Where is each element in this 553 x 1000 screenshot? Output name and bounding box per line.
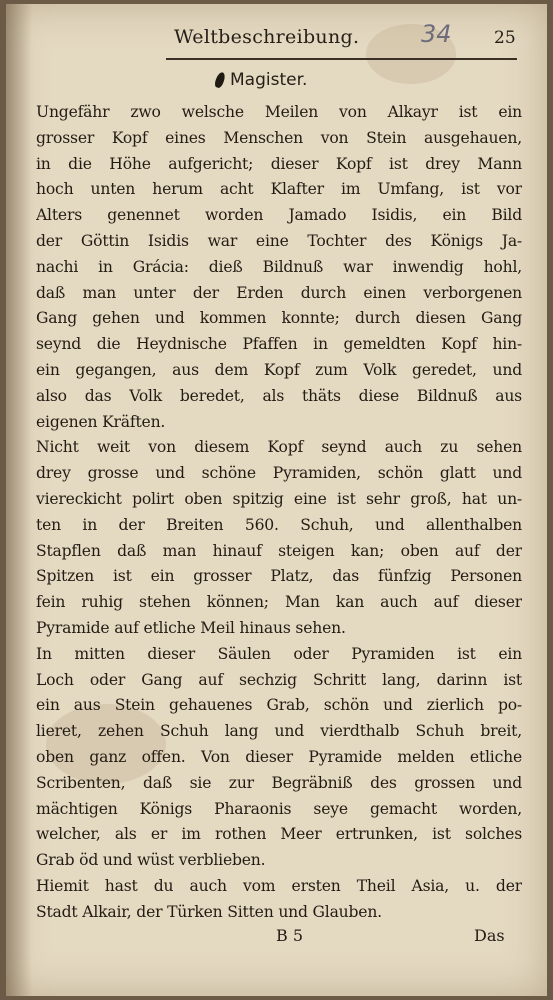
gutter-shadow: [6, 4, 32, 996]
signature-mark: B 5: [276, 926, 304, 945]
book-page: [6, 4, 547, 996]
text-line: mächtigen Königs Pharaonis seye gemacht worden,: [36, 799, 522, 818]
section-title-text: Magister.: [230, 70, 308, 90]
text-line: oben ganz offen. Von dieser Pyramide melden etliche: [36, 747, 522, 766]
text-line: Gang gehen und kommen konnte; durch diesen Gang: [36, 309, 522, 328]
text-line: also das Volk beredet, als thäts diese Bildnuß aus: [36, 386, 522, 405]
text-line: daß man unter der Erden durch einen verborgenen: [36, 283, 522, 302]
text-line: hoch unten herum acht Klafter im Umfang, ist vor: [36, 180, 522, 199]
text-line: welcher, als er im rothen Meer ertrunken, ist solches: [36, 825, 522, 844]
catchword: Das: [474, 926, 505, 945]
page-header: [6, 18, 547, 58]
text-line: seynd die Heydnische Pfaffen in gemeldten Kopf hin-: [36, 335, 522, 354]
text-line: Stapflen daß man hinauf steigen kan; oben auf der: [36, 541, 522, 560]
text-line: drey grosse und schöne Pyramiden, schön glatt und: [36, 464, 522, 483]
running-title: Weltbeschreibung.: [174, 26, 360, 48]
text-line: Scribenten, daß sie zur Begräbniß des grossen und: [36, 773, 522, 792]
text-line: Ungefähr zwo welsche Meilen von Alkayr ist ein: [36, 103, 522, 121]
body-text: [36, 100, 522, 926]
text-line: fein ruhig stehen können; Man kan auch auf dieser: [36, 593, 522, 612]
text-line: ten in der Breiten 560. Schuh, und allenthalben: [36, 515, 522, 534]
page-number: 25: [494, 28, 516, 48]
text-line: in die Höhe aufgericht; dieser Kopf ist drey Mann: [36, 154, 522, 173]
text-line: ein gegangen, aus dem Kopf zum Volk geredet, und: [36, 360, 522, 379]
text-line: Nicht weit von diesem Kopf seynd auch zu sehen: [36, 438, 522, 457]
handwritten-folio-mark: 34: [421, 20, 452, 48]
text-line: grosser Kopf eines Menschen von Stein ausgehauen,: [36, 128, 522, 147]
text-line: Hiemit hast du auch vom ersten Theil Asia, u. der: [36, 876, 522, 895]
text-line: Stadt Alkair, der Türken Sitten und Glauben.: [36, 902, 382, 921]
text-line: In mitten dieser Säulen oder Pyramiden ist ein: [36, 644, 522, 663]
text-line: Alters genennet worden Jamado Isidis, ein Bild: [36, 206, 522, 225]
text-line: Loch oder Gang auf sechzig Schritt lang, darinn ist: [36, 670, 522, 689]
text-line: ein aus Stein gehauenes Grab, schön und zierlich po-: [36, 696, 522, 715]
ink-mark-icon: [214, 71, 227, 89]
header-rule: [166, 58, 517, 60]
text-line: Spitzen ist ein grosser Platz, das fünfzig Personen: [36, 567, 522, 586]
text-line: der Göttin Isidis war eine Tochter des Königs Ja-: [36, 231, 522, 250]
text-line: lieret, zehen Schuh lang und vierdthalb Schuh breit,: [36, 722, 522, 741]
text-line: Grab öd und wüst verblieben.: [36, 851, 266, 870]
text-line: nachi in Grácia: dieß Bildnuß war inwendig hohl,: [36, 257, 522, 276]
section-title: [216, 70, 307, 90]
text-line: eigenen Kräften.: [36, 412, 166, 431]
text-line: Pyramide auf etliche Meil hinaus sehen.: [36, 618, 346, 637]
text-line: viereckicht polirt oben spitzig eine ist sehr groß, hat un-: [36, 489, 522, 508]
